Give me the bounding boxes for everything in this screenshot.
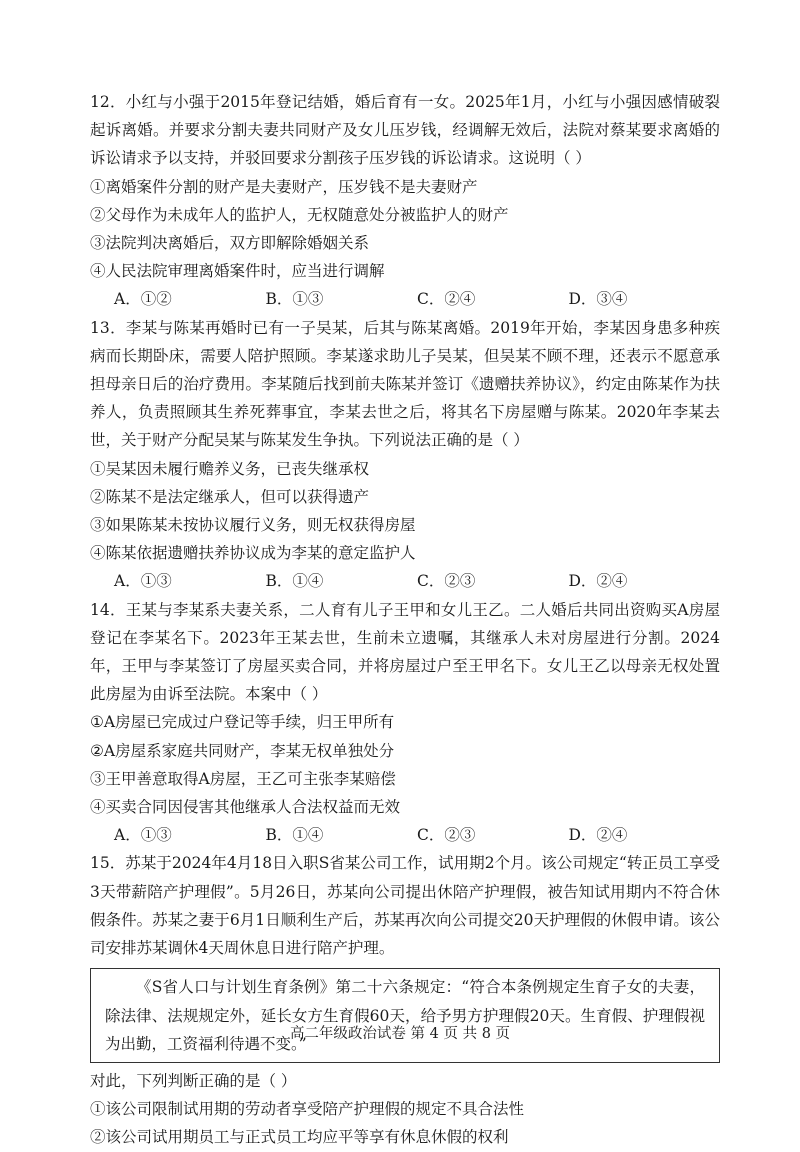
option-c: C．②④ — [417, 290, 476, 309]
question-13-item-4: ④陈某依据遗赠扶养协议成为李某的意定监护人 — [90, 544, 416, 563]
option-a: A．①② — [114, 290, 172, 309]
page-footer: 高二年级政治试卷 第 4 页 共 8 页 — [289, 1026, 511, 1042]
option-c: C．②③ — [417, 826, 476, 845]
question-13-stem: 13．李某与陈某再婚时已有一子吴某，后其与陈某离婚。2019年开始，李某因身患多种疾病而长期卧床，需要人陪护照顾。李某遂求助儿子吴某，但吴某不顾不理，还表示不愿意承担母亲日后的治疗费用。李某随后找到前夫陈某并签订《遗赠扶养协议》，约定由陈某作为扶养人，负责照顾其生养死葬事宜，李某去世之后，将其名下房屋赠与陈某。2020年李某去世，关于财产分配吴某与陈某发生争执。下列说法正确的是（ ） — [90, 318, 720, 450]
option-d: D．②④ — [568, 572, 628, 591]
question-14-stem: 14．王某与李某系夫妻关系，二人育有儿子王甲和女儿王乙。二人婚后共同出资购买A房屋登记在李某名下。2023年王某去世，生前未立遗嘱，其继承人未对房屋进行分割。2024年，王甲与李某签订了房屋买卖合同，并将房屋过户至王甲名下。女儿王乙以母亲无权处置此房屋为由诉至法院。本案中（ ） — [90, 600, 720, 704]
question-15-stem: 15．苏某于2024年4月18日入职S省某公司工作，试用期2个月。该公司规定“转正员工享受3天带薪陪产护理假”。5月26日，苏某向公司提出休陪产护理假，被告知试用期内不符合休假条件。苏某之妻于6月1日顺利生产后，苏某再次向公司提交20天护理假的休假申请。该公司安排苏某调休4天周休息日进行陪产护理。 — [90, 854, 720, 958]
question-12-stem: 12．小红与小强于2015年登记结婚，婚后育有一女。2025年1月，小红与小强因感情破裂起诉离婚。并要求分割夫妻共同财产及女儿压岁钱，经调解无效后，法院对蔡某要求离婚的诉讼请求予以支持，并驳回要求分割孩子压岁钱的诉讼请求。这说明（ ） — [90, 93, 720, 168]
question-14 — [90, 596, 720, 850]
option-d: D．②④ — [568, 826, 628, 845]
question-15 — [90, 849, 720, 1151]
question-14-item-3: ③王甲善意取得A房屋，王乙可主张李某赔偿 — [90, 769, 396, 788]
question-12-item-3: ③法院判决离婚后，双方即解除婚姻关系 — [90, 234, 370, 253]
question-12-item-2: ②父母作为未成年人的监护人，无权随意处分被监护人的财产 — [90, 205, 509, 224]
page-content — [90, 88, 720, 1152]
question-12-item-4: ④人民法院审理离婚案件时，应当进行调解 — [90, 262, 385, 281]
option-b: B．①④ — [265, 572, 324, 591]
question-14-item-2: ②A房屋系家庭共同财产，李某无权单独处分 — [90, 741, 395, 760]
question-12 — [90, 88, 720, 314]
question-15-ask: 对此，下列判断正确的是（ ） — [90, 1071, 297, 1090]
regulation-quote-box: 《S省人口与计划生育条例》第二十六条规定：“符合本条例规定生育子女的夫妻，除法律、法规规定外，延长女方生育假60天，给予男方护理假20天。生育假、护理假视为出勤，工资福利待遇不变。” — [90, 968, 720, 1063]
option-d: D．③④ — [568, 290, 628, 309]
question-12-item-1: ①离婚案件分割的财产是夫妻财产，压岁钱不是夫妻财产 — [90, 177, 478, 196]
option-a: A．①③ — [114, 826, 172, 845]
option-b: B．①③ — [265, 290, 324, 309]
question-12-options — [90, 285, 720, 313]
question-15-item-2: ②该公司试用期员工与正式员工均应平等享有休息休假的权利 — [90, 1128, 509, 1147]
question-13-item-1: ①吴某因未履行赡养义务，已丧失继承权 — [90, 459, 370, 478]
question-13-item-2: ②陈某不是法定继承人，但可以获得遗产 — [90, 487, 370, 506]
option-a: A．①③ — [114, 572, 172, 591]
question-13-item-3: ③如果陈某未按协议履行义务，则无权获得房屋 — [90, 516, 416, 535]
question-13-options — [90, 567, 720, 595]
question-15-item-1: ①该公司限制试用期的劳动者享受陪产护理假的规定不具合法性 — [90, 1100, 525, 1119]
question-13 — [90, 314, 720, 596]
question-14-options — [90, 821, 720, 849]
option-c: C．②③ — [417, 572, 476, 591]
option-b: B．①④ — [265, 826, 324, 845]
question-14-item-1: ①A房屋已完成过户登记等手续，归王甲所有 — [90, 713, 395, 732]
question-14-item-4: ④买卖合同因侵害其他继承人合法权益而无效 — [90, 798, 401, 817]
